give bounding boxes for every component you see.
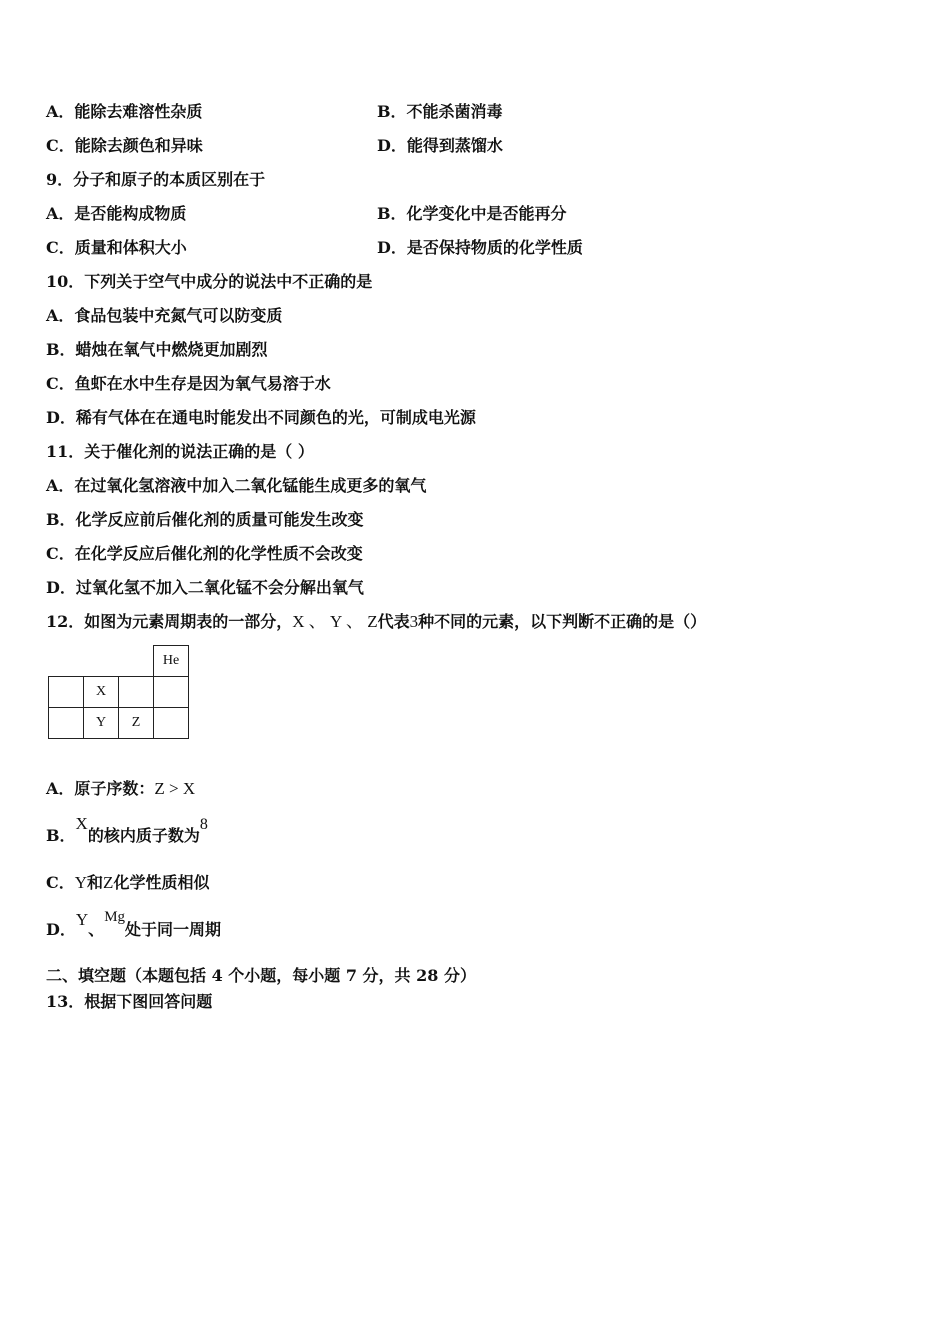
pt-cell xyxy=(49,708,84,739)
q9-stem: 9．分子和原子的本质区别在于 xyxy=(46,170,266,189)
q9-option-d: D．是否保持物质的化学性质 xyxy=(377,238,583,257)
q10-stem: 10．下列关于空气中成分的说法中不正确的是 xyxy=(46,272,373,291)
q12-c-text: 化学性质相似 xyxy=(113,873,210,892)
q12-option-c xyxy=(46,873,209,893)
q12-option-b xyxy=(46,814,208,847)
q10-option-b: B．蜡烛在氧气中燃烧更加剧烈 xyxy=(46,340,268,359)
q11-option-d: D．过氧化氢不加入二氧化锰不会分解出氧气 xyxy=(46,578,364,597)
q12-stem-mid: 代表 xyxy=(377,612,410,631)
pt-cell-y: Y xyxy=(84,708,119,739)
q8-option-d: D．能得到蒸馏水 xyxy=(377,136,503,155)
pt-cell xyxy=(154,677,189,708)
q11-option-c: C．在化学反应后催化剂的化学性质不会改变 xyxy=(46,544,363,563)
q12-stem-post: 种不同的元素，以下判断不正确的是（） xyxy=(418,612,707,631)
q12-stem xyxy=(46,612,706,632)
q11-option-a: A．在过氧化氢溶液中加入二氧化锰能生成更多的氧气 xyxy=(46,476,427,495)
q12-d-label: D． xyxy=(46,920,76,939)
pt-empty xyxy=(84,646,119,677)
q12-c-y: Y xyxy=(74,873,88,892)
q12-a-label: A．原子序数： xyxy=(46,779,155,798)
pt-cell-x: X xyxy=(84,677,119,708)
q12-stem-number: 3 xyxy=(409,612,419,631)
section-2-heading: 二、填空题（本题包括 4 个小题，每小题 7 分，共 28 分） xyxy=(46,966,476,985)
q12-d-separator: 、 xyxy=(88,920,105,939)
q9-option-c: C．质量和体积大小 xyxy=(46,238,187,257)
q12-stem-pre: 12．如图为元素周期表的一部分， xyxy=(46,612,293,631)
pt-cell xyxy=(154,708,189,739)
q10-option-c: C．鱼虾在水中生存是因为氧气易溶于水 xyxy=(46,374,331,393)
q12-b-label: B． xyxy=(46,826,76,845)
q12-stem-symbols: X 、 Y 、 Z xyxy=(292,612,378,631)
q9-option-a: A．是否能构成物质 xyxy=(46,204,187,223)
q8-option-c: C．能除去颜色和异味 xyxy=(46,136,203,155)
pt-cell xyxy=(119,677,154,708)
pt-empty xyxy=(119,646,154,677)
q10-option-a: A．食品包装中充氮气可以防变质 xyxy=(46,306,283,325)
pt-empty xyxy=(49,646,84,677)
q12-option-d xyxy=(46,909,222,941)
q12-option-a xyxy=(46,779,195,799)
q9-option-b: B．化学变化中是否能再分 xyxy=(377,204,567,223)
q13-stem: 13．根据下图回答问题 xyxy=(46,992,213,1011)
q11-option-b: B．化学反应前后催化剂的质量可能发生改变 xyxy=(46,510,364,529)
q11-stem: 11．关于催化剂的说法正确的是（ ） xyxy=(46,442,314,461)
pt-cell-he: He xyxy=(154,646,189,677)
q12-c-label: C． xyxy=(46,873,75,892)
q12-c-z: Z xyxy=(103,873,114,892)
q12-b-number: 8 xyxy=(199,816,208,833)
pt-cell xyxy=(49,677,84,708)
q12-d-text: 处于同一周期 xyxy=(125,920,222,939)
q10-option-d: D．稀有气体在在通电时能发出不同颜色的光，可制成电光源 xyxy=(46,408,476,427)
q12-d-y: Y xyxy=(75,910,89,929)
q12-d-mg: Mg xyxy=(104,909,126,925)
q12-c-mid: 和 xyxy=(87,873,104,892)
q8-option-a: A．能除去难溶性杂质 xyxy=(46,102,203,121)
q12-a-expression: Z > X xyxy=(154,779,196,798)
q12-b-text: 的核内质子数为 xyxy=(87,826,200,845)
q8-option-b: B．不能杀菌消毒 xyxy=(377,102,503,121)
q12-b-symbol: X xyxy=(75,814,88,833)
periodic-table-fragment xyxy=(48,645,189,739)
pt-cell-z: Z xyxy=(119,708,154,739)
